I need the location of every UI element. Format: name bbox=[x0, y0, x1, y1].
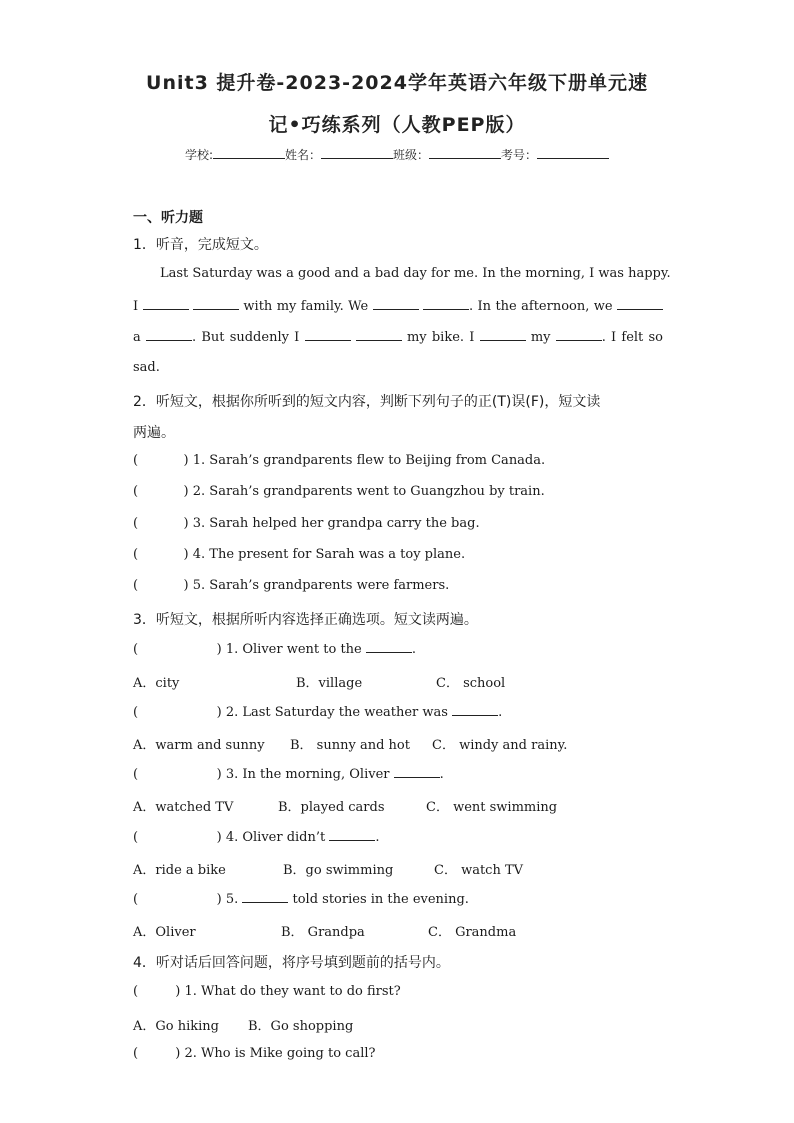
q1-passage-line-1: Last Saturday was a good and a bad day for me. In the morning, I was happy. bbox=[160, 266, 671, 281]
q2-item: ( ) 2. Sarah’s grandparents went to Guangzhou by train. bbox=[133, 484, 545, 499]
blank[interactable] bbox=[143, 297, 189, 310]
option-b[interactable]: B．village bbox=[296, 676, 363, 691]
blank[interactable] bbox=[193, 297, 239, 310]
option-a[interactable]: A．watched TV bbox=[133, 800, 234, 815]
option-c[interactable]: C． school bbox=[436, 676, 506, 691]
answer-bracket[interactable]: ( ) bbox=[133, 892, 222, 907]
answer-bracket[interactable]: ( ) bbox=[133, 453, 189, 468]
q1-passage-line-2: I with my family. We . In the afternoon, we bbox=[133, 297, 663, 314]
exam-no-blank[interactable] bbox=[537, 146, 609, 159]
q2-item: ( ) 3. Sarah helped her grandpa carry the bag. bbox=[133, 516, 480, 531]
student-info-row bbox=[0, 146, 794, 163]
blank[interactable] bbox=[452, 703, 498, 716]
q3-item-stem: ( ) 4. Oliver didn’t . bbox=[133, 830, 380, 845]
option-c[interactable]: C． watch TV bbox=[434, 863, 524, 878]
blank[interactable] bbox=[356, 328, 402, 341]
q1-prompt: 1．听音，完成短文。 bbox=[133, 237, 268, 253]
option-b[interactable]: B． sunny and hot bbox=[290, 738, 410, 753]
q2-item: ( ) 4. The present for Sarah was a toy plane. bbox=[133, 547, 466, 562]
blank[interactable] bbox=[242, 890, 288, 903]
q2-prompt-line-2: 两遍。 bbox=[133, 425, 175, 441]
q4-item-stem: ( ) 1. What do they want to do first? bbox=[133, 984, 401, 999]
page-title-line-2: 记•巧练系列（人教PEP版） bbox=[268, 114, 526, 136]
answer-bracket[interactable]: ( ) bbox=[133, 1046, 181, 1061]
answer-bracket[interactable]: ( ) bbox=[133, 984, 181, 999]
answer-bracket[interactable]: ( ) bbox=[133, 830, 222, 845]
option-b[interactable]: B．Go shopping bbox=[248, 1019, 354, 1034]
blank[interactable] bbox=[366, 640, 412, 653]
class-blank[interactable] bbox=[429, 146, 501, 159]
name-blank[interactable] bbox=[321, 146, 393, 159]
blank[interactable] bbox=[305, 328, 351, 341]
q3-item-stem: ( ) 5. told stories in the evening. bbox=[133, 892, 469, 907]
answer-bracket[interactable]: ( ) bbox=[133, 484, 189, 499]
answer-bracket[interactable]: ( ) bbox=[133, 642, 222, 657]
q2-item: ( ) 1. Sarah’s grandparents flew to Beijing from Canada. bbox=[133, 453, 546, 468]
blank[interactable] bbox=[146, 328, 192, 341]
option-b[interactable]: B．go swimming bbox=[283, 863, 394, 878]
option-c[interactable]: C． windy and rainy. bbox=[432, 738, 568, 753]
blank[interactable] bbox=[329, 828, 375, 841]
q3-prompt: 3．听短文，根据所听内容选择正确选项。短文读两遍。 bbox=[133, 612, 478, 628]
q4-prompt: 4．听对话后回答问题，将序号填到题前的括号内。 bbox=[133, 955, 450, 971]
page-title-line-1: Unit3 提升卷-2023-2024学年英语六年级下册单元速 bbox=[146, 72, 648, 94]
blank[interactable] bbox=[394, 765, 440, 778]
answer-bracket[interactable]: ( ) bbox=[133, 516, 189, 531]
q3-item-stem: ( ) 2. Last Saturday the weather was . bbox=[133, 705, 503, 720]
option-a[interactable]: A．Oliver bbox=[133, 925, 196, 940]
school-label: 学校: bbox=[184, 148, 213, 162]
blank[interactable] bbox=[617, 297, 663, 310]
answer-bracket[interactable]: ( ) bbox=[133, 578, 189, 593]
q2-prompt-line-1: 2．听短文，根据你所听到的短文内容，判断下列句子的正(T)误(F)，短文读 bbox=[133, 394, 601, 410]
q3-item-stem: ( ) 3. In the morning, Oliver . bbox=[133, 767, 444, 782]
q4-item-stem: ( ) 2. Who is Mike going to call? bbox=[133, 1046, 376, 1061]
blank[interactable] bbox=[480, 328, 526, 341]
blank[interactable] bbox=[423, 297, 469, 310]
option-a[interactable]: A．ride a bike bbox=[133, 863, 226, 878]
section-heading: 一、听力题 bbox=[133, 210, 203, 226]
option-c[interactable]: C． went swimming bbox=[426, 800, 558, 815]
name-label: 姓名： bbox=[285, 148, 322, 162]
class-label: 班级： bbox=[393, 148, 430, 162]
exam-no-label: 考号： bbox=[501, 148, 538, 162]
option-a[interactable]: A．Go hiking bbox=[133, 1019, 219, 1034]
option-b[interactable]: B． Grandpa bbox=[281, 925, 365, 940]
blank[interactable] bbox=[373, 297, 419, 310]
answer-bracket[interactable]: ( ) bbox=[133, 705, 222, 720]
blank[interactable] bbox=[556, 328, 602, 341]
q2-item: ( ) 5. Sarah’s grandparents were farmers. bbox=[133, 578, 450, 593]
q1-passage-line-4: sad. bbox=[133, 360, 160, 375]
q3-item-stem: ( ) 1. Oliver went to the . bbox=[133, 642, 417, 657]
answer-bracket[interactable]: ( ) bbox=[133, 547, 189, 562]
option-b[interactable]: B．played cards bbox=[278, 800, 385, 815]
answer-bracket[interactable]: ( ) bbox=[133, 767, 222, 782]
option-a[interactable]: A．city bbox=[133, 676, 180, 691]
option-c[interactable]: C． Grandma bbox=[428, 925, 517, 940]
q1-passage-line-3: a . But suddenly I my bike. I my . I felt so bbox=[133, 330, 663, 345]
school-blank[interactable] bbox=[213, 146, 285, 159]
option-a[interactable]: A．warm and sunny bbox=[133, 738, 265, 753]
